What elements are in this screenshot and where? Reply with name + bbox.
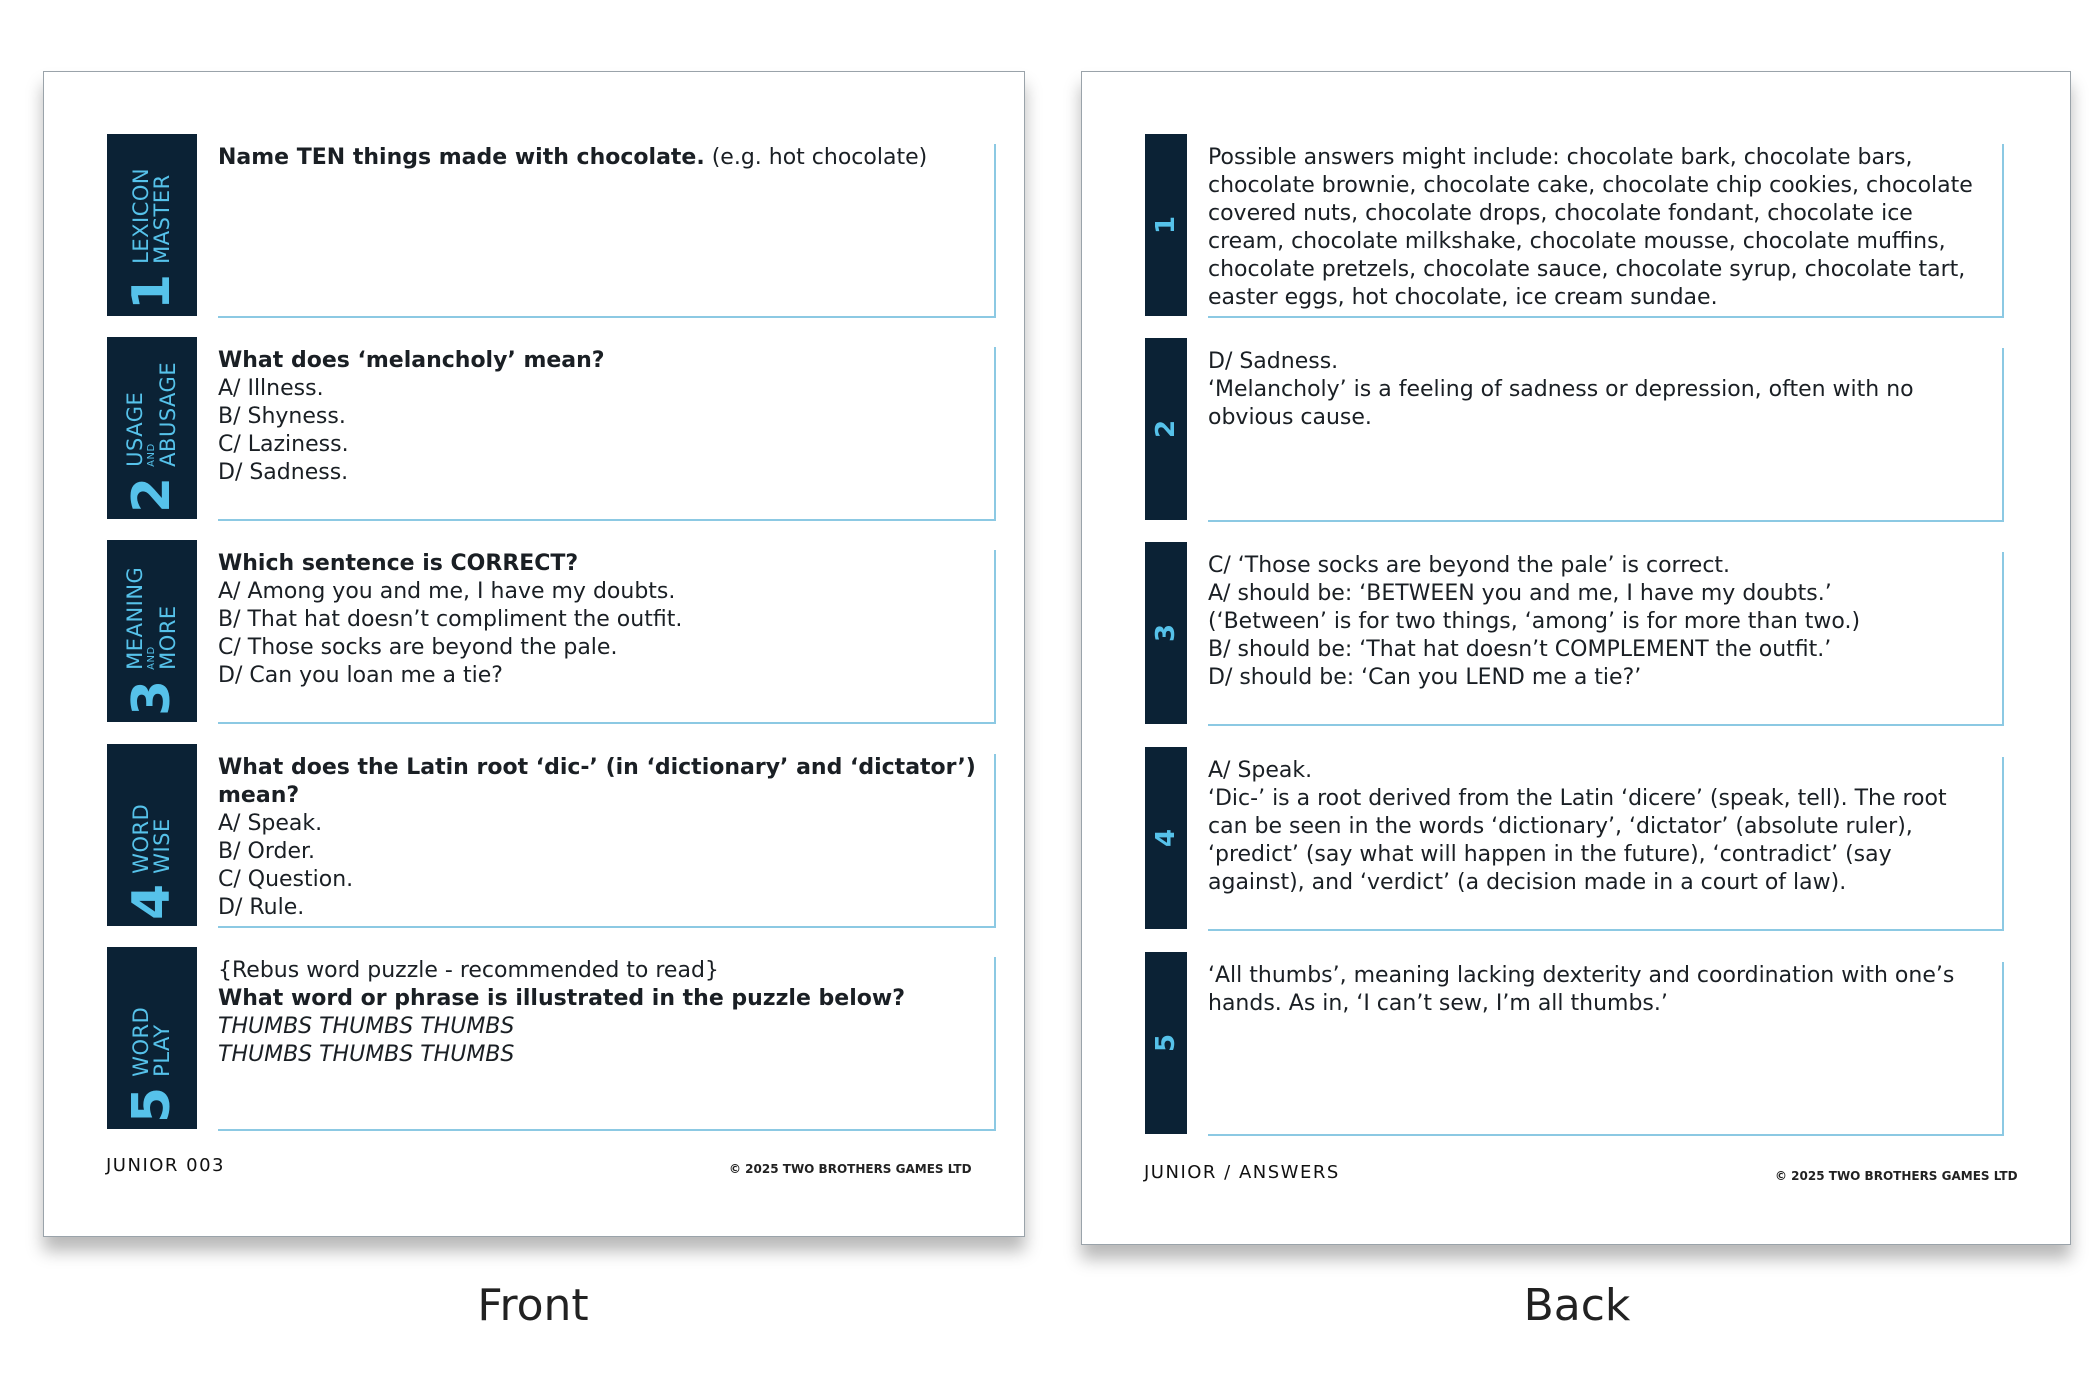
answer-row-5 [1082, 952, 2070, 1134]
category-and: AND [146, 646, 157, 670]
question-text: What does the Latin root ‘dic-’ (in ‘dictionary’ and ‘dictator’) mean? [218, 755, 976, 808]
category-number: 3 [122, 679, 182, 716]
category-word: WORD [129, 803, 153, 874]
category-tab-3 [107, 540, 197, 722]
puzzle-note: {Rebus word puzzle - recommended to read} [218, 958, 719, 983]
answer-tab-3 [1145, 542, 1187, 724]
option: A/ Speak. [218, 811, 323, 836]
answer-line: A/ Speak. [1208, 758, 1313, 783]
category-word: WORD [129, 1006, 153, 1077]
question-box-1 [218, 144, 996, 318]
category-word: MASTER [150, 174, 174, 264]
question-row-4 [44, 744, 1024, 926]
answer-box-5 [1208, 962, 2004, 1136]
copyright-text: © 2025 TWO BROTHERS GAMES LTD [729, 1162, 972, 1176]
question-box-3 [218, 550, 996, 724]
question-box-2 [218, 347, 996, 521]
option: C/ Question. [218, 867, 354, 892]
question-row-3 [44, 540, 1024, 722]
answer-box-4 [1208, 757, 2004, 931]
answer-row-4 [1082, 747, 2070, 929]
question-text: Name TEN things made with chocolate. [218, 145, 705, 170]
question-row-1 [44, 134, 1024, 316]
option: B/ Shyness. [218, 404, 346, 429]
category-tab-5 [107, 947, 197, 1129]
category-word: MORE [156, 605, 180, 670]
option: D/ Can you loan me a tie? [218, 663, 503, 688]
option: B/ Order. [218, 839, 315, 864]
question-text: What does ‘melancholy’ mean? [218, 348, 605, 373]
answer-line: B/ should be: ‘That hat doesn’t COMPLEMENT the outfit.’ [1208, 637, 1832, 662]
category-number: 4 [122, 883, 182, 920]
back-caption: Back [1523, 1280, 1631, 1331]
option: D/ Sadness. [218, 460, 349, 485]
category-number: 5 [122, 1086, 182, 1123]
answer-line: ‘Dic-’ is a root derived from the Latin ‘dicere’ (speak, tell). The root can be seen in the words ‘dictionary’, ‘dictator’ (absolute ruler), ‘predict’ (say what will happen in the future), ‘contradict’ (say against), and ‘verdict’ (a decision made in a court of law). [1208, 786, 1947, 895]
category-number: 2 [122, 476, 182, 513]
option: A/ Illness. [218, 376, 324, 401]
question-row-2 [44, 337, 1024, 519]
answer-box-1 [1208, 144, 2004, 318]
answer-line: A/ should be: ‘BETWEEN you and me, I have my doubts.’ [1208, 581, 1832, 606]
back-card [1081, 71, 2071, 1245]
rebus-line: THUMBS THUMBS THUMBS [218, 1014, 515, 1039]
answer-tab-4 [1145, 747, 1187, 929]
question-box-4 [218, 754, 996, 928]
question-hint: (e.g. hot chocolate) [704, 145, 928, 170]
question-text: Which sentence is CORRECT? [218, 551, 579, 576]
question-text: What word or phrase is illustrated in the puzzle below? [218, 986, 905, 1011]
answer-line: C/ ‘Those socks are beyond the pale’ is correct. [1208, 553, 1731, 578]
category-tab-2 [107, 337, 197, 519]
answer-row-3 [1082, 542, 2070, 724]
card-id-label: JUNIOR 003 [106, 1155, 226, 1176]
front-caption: Front [477, 1280, 589, 1331]
answer-row-1 [1082, 134, 2070, 316]
card-id-label: JUNIOR / ANSWERS [1144, 1162, 1340, 1183]
option: C/ Laziness. [218, 432, 349, 457]
answer-tab-2 [1145, 338, 1187, 520]
option: C/ Those socks are beyond the pale. [218, 635, 618, 660]
answer-line: ‘Melancholy’ is a feeling of sadness or depression, often with no obvious cause. [1208, 377, 1914, 430]
answer-tab-1 [1145, 134, 1187, 316]
category-word: PLAY [150, 1024, 174, 1077]
answer-line: D/ should be: ‘Can you LEND me a tie?’ [1208, 665, 1642, 690]
category-word: MEANING [123, 566, 147, 670]
rebus-line: THUMBS THUMBS THUMBS [218, 1042, 515, 1067]
answer-tab-5 [1145, 952, 1187, 1134]
question-box-5 [218, 957, 996, 1131]
category-and: AND [146, 443, 157, 467]
answer-number: 4 [1151, 828, 1181, 848]
answer-box-3 [1208, 552, 2004, 726]
category-number: 1 [122, 273, 182, 310]
answer-box-2 [1208, 348, 2004, 522]
category-word: WISE [150, 818, 174, 874]
answer-number: 3 [1151, 623, 1181, 643]
answer-number: 5 [1151, 1033, 1181, 1053]
answer-number: 2 [1151, 419, 1181, 439]
copyright-text: © 2025 TWO BROTHERS GAMES LTD [1775, 1169, 2018, 1183]
answer-row-2 [1082, 338, 2070, 520]
question-row-5 [44, 947, 1024, 1129]
category-word: ABUSAGE [156, 361, 180, 467]
category-word: USAGE [123, 391, 147, 467]
category-tab-4 [107, 744, 197, 926]
category-tab-1 [107, 134, 197, 316]
answer-line: D/ Sadness. [1208, 349, 1339, 374]
option: D/ Rule. [218, 895, 305, 920]
front-card [43, 71, 1025, 1237]
answer-text: Possible answers might include: chocolate bark, chocolate bars, chocolate brownie, chocolate cake, chocolate chip cookies, chocolate covered nuts, chocolate drops, chocolate fondant, chocolate ice cream, chocolate milkshake, chocolate mousse, chocolate muffins, chocolate pretzels, chocolate sauce, chocolate syrup, chocolate tart, easter eggs, hot chocolate, ice cream sundae. [1208, 145, 1973, 310]
option: B/ That hat doesn’t compliment the outfit. [218, 607, 683, 632]
option: A/ Among you and me, I have my doubts. [218, 579, 676, 604]
answer-line: ‘All thumbs’, meaning lacking dexterity and coordination with one’s hands. As in, ‘I can’t sew, I’m all thumbs.’ [1208, 963, 1955, 1016]
category-word: LEXICON [129, 167, 153, 264]
answer-line: (‘Between’ is for two things, ‘among’ is for more than two.) [1208, 609, 1861, 634]
answer-number: 1 [1151, 215, 1181, 235]
